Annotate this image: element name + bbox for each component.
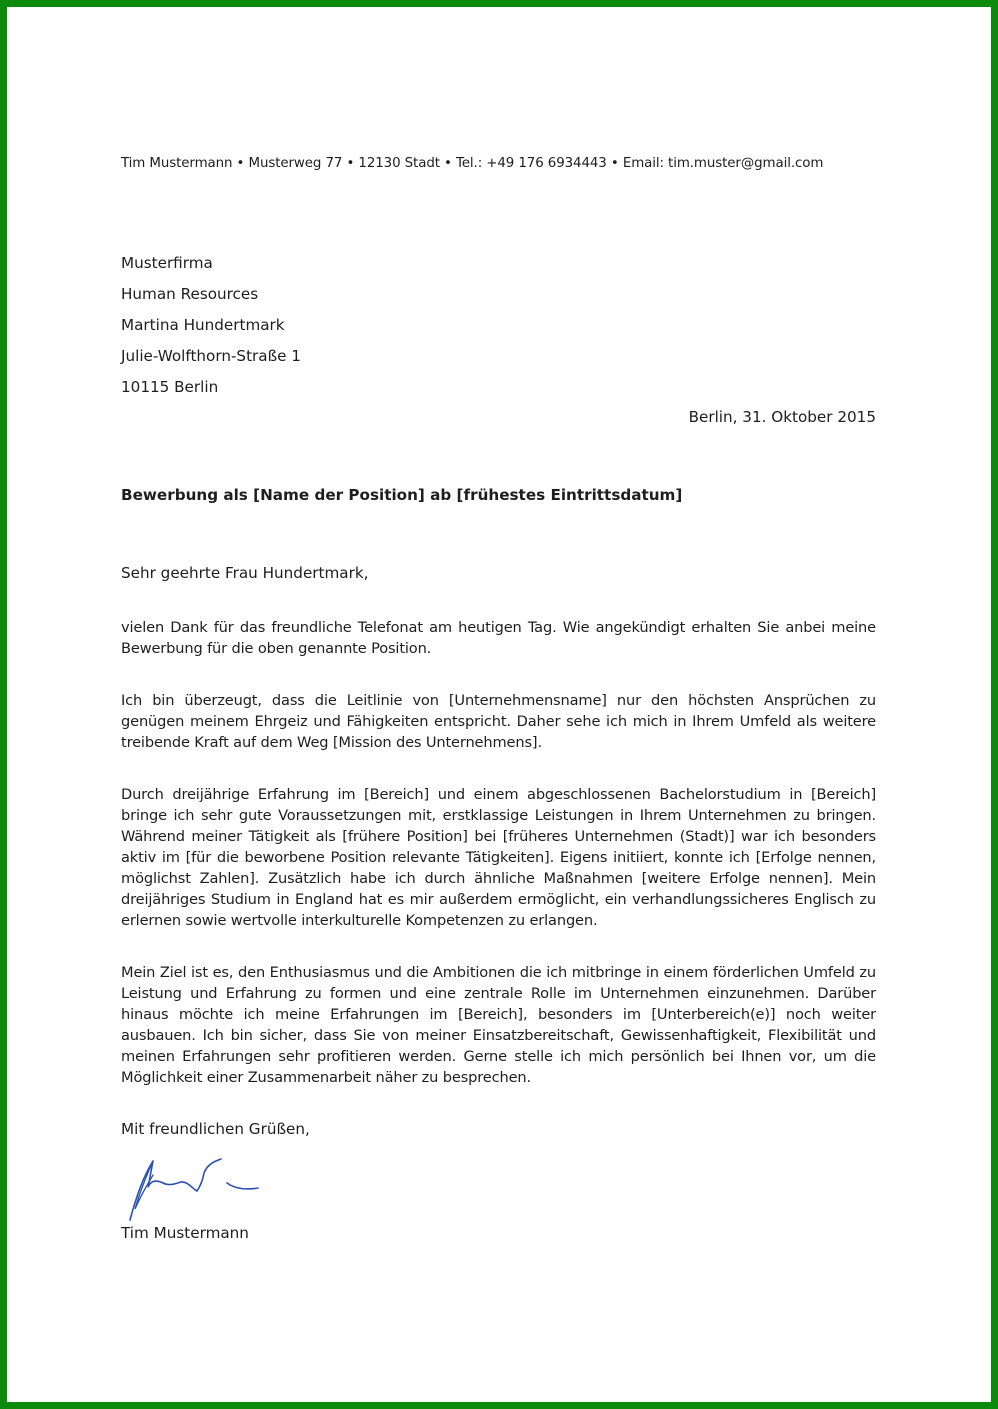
- recipient-department: Human Resources: [121, 285, 259, 303]
- handwritten-signature: [117, 1137, 267, 1222]
- body-paragraph-3: Durch dreijährige Erfahrung im [Bereich] und einem abgeschlossenen Bachelorstudium in [Bereich] bringe ich sehr gute Voraussetzungen mit, erstklassige Leistungen in Ihrem Unternehmen zu bringen. Während meiner Tätigkeit als [frühere Position] bei [früheres Unternehmen (Stadt)] war ich besonders aktiv im [für die beworbene Position relevante Tätigkeiten]. Eigens initiiert, konnte ich [Erfolge nennen, möglichst Zahlen]. Zusätzlich habe ich durch ähnliche Maßnahmen [weitere Erfolge nennen]. Mein dreijähriges Studium in England hat es mir außerdem ermöglicht, ein verhandlungssicheres Englisch zu erlernen sowie wertvolle interkulturelle Kompetenzen zu erlangen.: [121, 786, 876, 929]
- letter-salutation: Sehr geehrte Frau Hundertmark,: [121, 564, 369, 582]
- body-paragraph-1: vielen Dank für das freundliche Telefonat am heutigen Tag. Wie angekündigt erhalten Sie anbei meine Bewerbung für die oben genannte Position.: [121, 619, 876, 657]
- recipient-company: Musterfirma: [121, 254, 213, 272]
- signer-name: Tim Mustermann: [121, 1224, 249, 1242]
- recipient-person: Martina Hundertmark: [121, 316, 285, 334]
- letter-closing: Mit freundlichen Grüßen,: [121, 1120, 310, 1138]
- signature-stroke-main: [130, 1159, 221, 1220]
- body-paragraph-4: Mein Ziel ist es, den Enthusiasmus und die Ambitionen die ich mitbringe in einem förderlichen Umfeld zu Leistung und Erfahrung zu formen und eine zentrale Rolle im Unternehmen einzunehmen. Darüber hinaus möchte ich meine Erfahrungen im [Bereich], besonders im [Unterbereich(e)] noch weiter ausbauen. Ich bin sicher, dass Sie von meiner Einsatzbereitschaft, Gewissenhaftigkeit, Flexibilität und meinen Erfahrungen sehr profitieren werden. Gerne stelle ich mich persönlich bei Ihnen vor, um die Möglichkeit einer Zusammenarbeit näher zu besprechen.: [121, 964, 876, 1086]
- signature-stroke-tail: [227, 1183, 258, 1189]
- letter-subject: Bewerbung als [Name der Position] ab [frühestes Eintrittsdatum]: [121, 486, 683, 504]
- recipient-street: Julie-Wolfthorn-Straße 1: [121, 347, 301, 365]
- signature-stroke-loop: [135, 1161, 153, 1209]
- body-paragraph-2: Ich bin überzeugt, dass die Leitlinie von [Unternehmensname] nur den höchsten Ansprüchen zu genügen meinem Ehrgeiz und Fähigkeiten entspricht. Daher sehe ich mich in Ihrem Umfeld als weitere treibende Kraft auf dem Weg [Mission des Unternehmens].: [121, 692, 876, 751]
- recipient-city: 10115 Berlin: [121, 378, 219, 396]
- recipient-address-block: [121, 248, 301, 403]
- sender-address-line: Tim Mustermann • Musterweg 77 • 12130 Stadt • Tel.: +49 176 6934443 • Email: tim.muster@gmail.com: [121, 156, 824, 171]
- letter-date: Berlin, 31. Oktober 2015: [688, 408, 876, 426]
